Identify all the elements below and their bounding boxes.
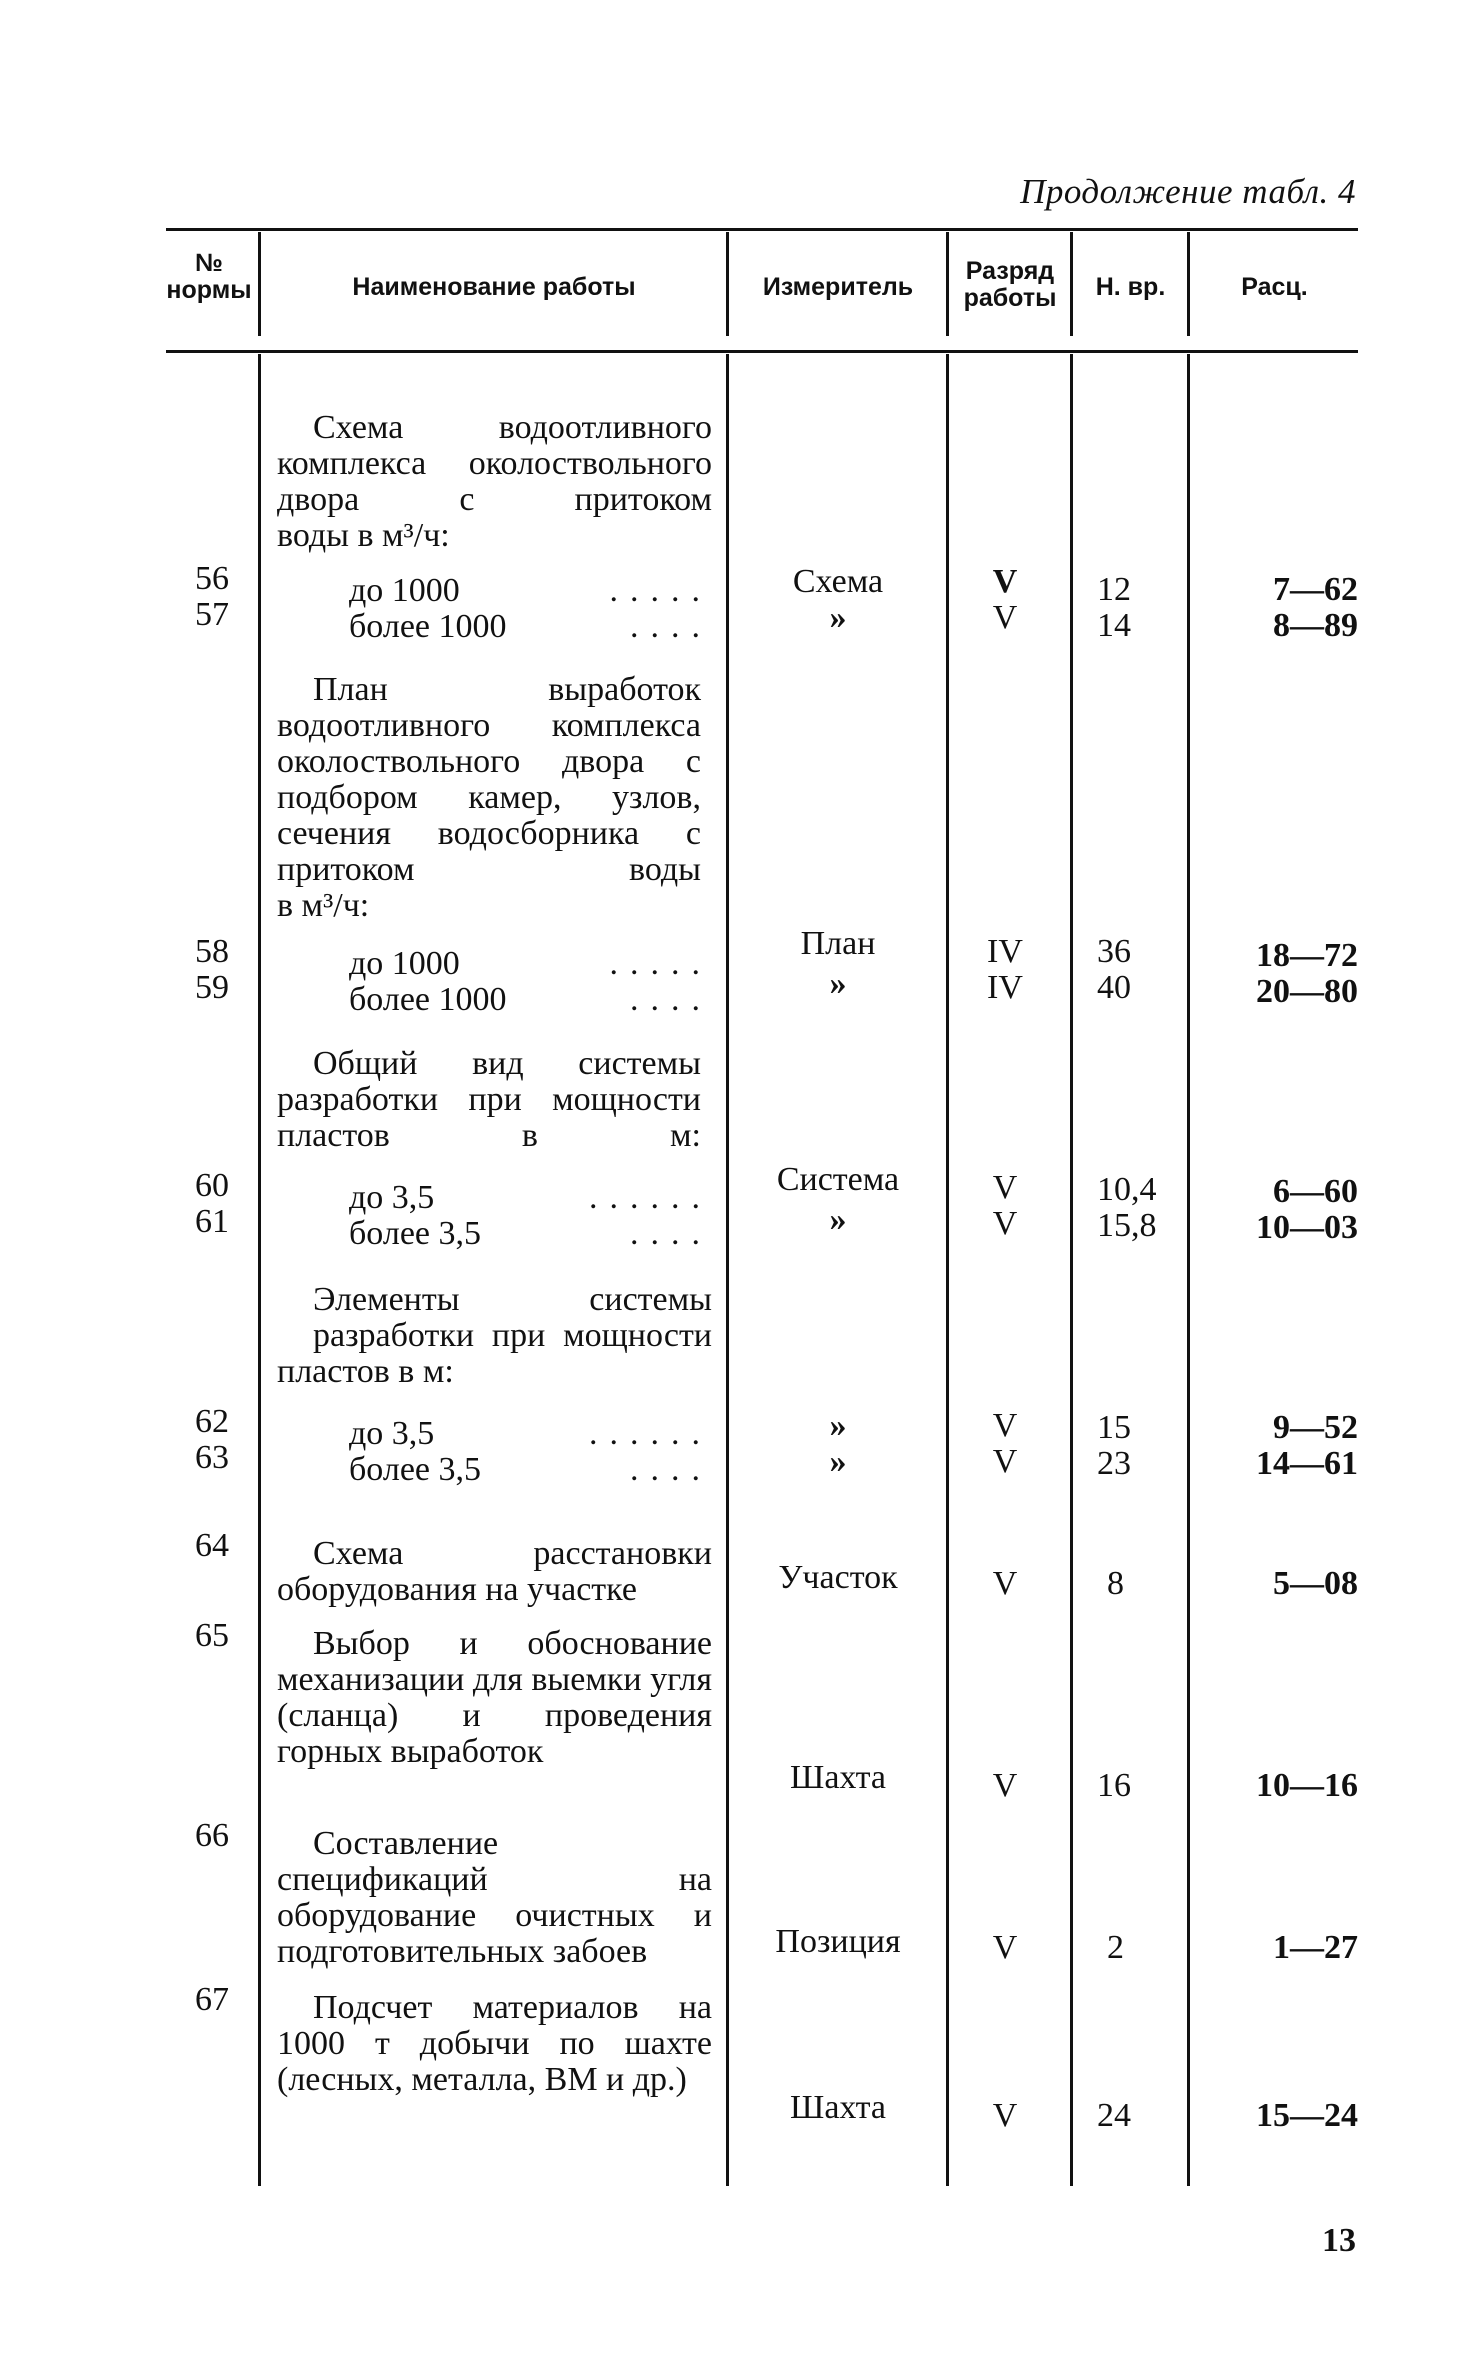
work-description: Подсчет материалов на 1000 т добычи по шахте (лесных, металла, ВМ и др.) — [277, 1989, 712, 2098]
hours-value: 2 — [1107, 1929, 1124, 1966]
unit-value: Позиция — [775, 1923, 901, 1960]
rank-value: IV — [987, 969, 1023, 1006]
header-divider — [726, 232, 729, 336]
group-description-end: пластов в м: — [277, 1353, 454, 1390]
header-unit: Измеритель — [762, 273, 914, 301]
row-label: более 3,5 .... — [349, 1451, 712, 1488]
hours-value: 12 — [1097, 571, 1131, 608]
group-description: Элементы системы разработки при мощности — [313, 1281, 712, 1354]
unit-value: План — [800, 925, 876, 962]
header-divider — [1187, 232, 1190, 336]
column-divider — [258, 354, 261, 2186]
hours-value: 36 — [1097, 933, 1131, 970]
rate-value: 5—08 — [1273, 1565, 1358, 1602]
norm-number: 64 — [195, 1527, 229, 1564]
rank-value: V — [992, 1565, 1018, 1602]
norm-number: 59 — [195, 969, 229, 1006]
row-label: до 1000 ..... — [349, 945, 712, 982]
rate-value: 10—16 — [1256, 1767, 1358, 1804]
norm-number: 60 — [195, 1167, 229, 1204]
norm-number: 67 — [195, 1981, 229, 2018]
header-number: № нормы — [166, 249, 252, 304]
table-top-rule — [166, 228, 1358, 231]
hours-value: 16 — [1097, 1767, 1131, 1804]
ditto-mark: » — [829, 1443, 847, 1480]
norm-number: 58 — [195, 933, 229, 970]
ditto-mark: » — [829, 965, 847, 1002]
norm-number: 61 — [195, 1203, 229, 1240]
norm-number: 57 — [195, 596, 229, 633]
header-rate: Расц. — [1241, 273, 1308, 301]
page-number: 13 — [1322, 2222, 1356, 2259]
table-continuation-caption: Продолжение табл. 4 — [1020, 172, 1356, 211]
column-divider — [726, 354, 729, 2186]
column-divider — [1070, 354, 1073, 2186]
rate-value: 9—52 — [1273, 1409, 1358, 1446]
hours-value: 8 — [1107, 1565, 1124, 1602]
hours-value: 15,8 — [1097, 1207, 1157, 1244]
row-label: до 3,5 ...... — [349, 1415, 712, 1452]
unit-value: Шахта — [790, 1759, 886, 1796]
rate-value: 10—03 — [1256, 1209, 1358, 1246]
rate-value: 8—89 — [1273, 607, 1358, 644]
rank-value: V — [992, 1767, 1018, 1804]
row-label: более 1000 .... — [349, 608, 712, 645]
group-description-end: в м³/ч: — [277, 887, 370, 924]
unit-value: Шахта — [790, 2089, 886, 2126]
group-description: Общий вид системы разработки при мощности пластов в м: — [277, 1045, 701, 1154]
header-hours: Н. вр. — [1095, 273, 1166, 301]
ditto-mark: » — [829, 1201, 847, 1238]
row-label: до 1000 ..... — [349, 572, 712, 609]
rank-value: V — [992, 1443, 1018, 1480]
header-divider — [946, 232, 949, 336]
rank-value: V — [992, 1929, 1018, 1966]
ditto-mark: » — [829, 1407, 847, 1444]
hours-value: 15 — [1097, 1409, 1131, 1446]
group-description: План выработок водоотливного комплекса околоствольного двора с подбором камер, узлов, сечения водосборника с притоком воды — [277, 671, 701, 888]
rate-value: 1—27 — [1273, 1929, 1358, 1966]
norm-number: 65 — [195, 1617, 229, 1654]
rate-value: 6—60 — [1273, 1173, 1358, 1210]
rank-value: V — [992, 1169, 1018, 1206]
hours-value: 23 — [1097, 1445, 1131, 1482]
rank-value: V — [992, 1407, 1018, 1444]
hours-value: 24 — [1097, 2097, 1131, 2134]
hours-value: 40 — [1097, 969, 1131, 1006]
rank-value: IV — [987, 933, 1023, 970]
unit-value: Схема — [792, 563, 884, 600]
norm-number: 63 — [195, 1439, 229, 1476]
ditto-mark: » — [829, 599, 847, 636]
header-rank: Разряд работы — [963, 257, 1057, 312]
header-divider — [258, 232, 261, 336]
rate-value: 20—80 — [1256, 973, 1358, 1010]
hours-value: 10,4 — [1097, 1171, 1157, 1208]
row-label: до 3,5 ...... — [349, 1179, 712, 1216]
norm-number: 56 — [195, 560, 229, 597]
rate-value: 15—24 — [1256, 2097, 1358, 2134]
rate-value: 18—72 — [1256, 937, 1358, 974]
header-name: Наименование работы — [352, 273, 636, 301]
rank-value: V — [992, 1205, 1018, 1242]
row-label: более 1000 .... — [349, 981, 712, 1018]
column-divider — [946, 354, 949, 2186]
group-description-end: воды в м³/ч: — [277, 517, 450, 554]
header-bottom-rule — [166, 350, 1358, 353]
rank-value: V — [992, 563, 1018, 600]
rank-value: V — [992, 2097, 1018, 2134]
group-description: Схема водоотливного комплекса околоствольного двора с притоком — [277, 409, 712, 518]
norm-number: 66 — [195, 1817, 229, 1854]
work-description: Схема расстановки оборудования на участке — [277, 1535, 712, 1608]
rate-value: 14—61 — [1256, 1445, 1358, 1482]
work-description: Выбор и обоснование механизации для выемки угля (сланца) и проведения горных выработок — [277, 1625, 712, 1770]
norm-number: 62 — [195, 1403, 229, 1440]
unit-value: Система — [776, 1161, 900, 1198]
unit-value: Участок — [778, 1559, 898, 1596]
row-label: более 3,5 .... — [349, 1215, 712, 1252]
header-divider — [1070, 232, 1073, 336]
rate-value: 7—62 — [1273, 571, 1358, 608]
hours-value: 14 — [1097, 607, 1131, 644]
work-description: Составление спецификаций на оборудование очистных и подготовительных забоев — [277, 1825, 712, 1970]
rank-value: V — [992, 599, 1018, 636]
